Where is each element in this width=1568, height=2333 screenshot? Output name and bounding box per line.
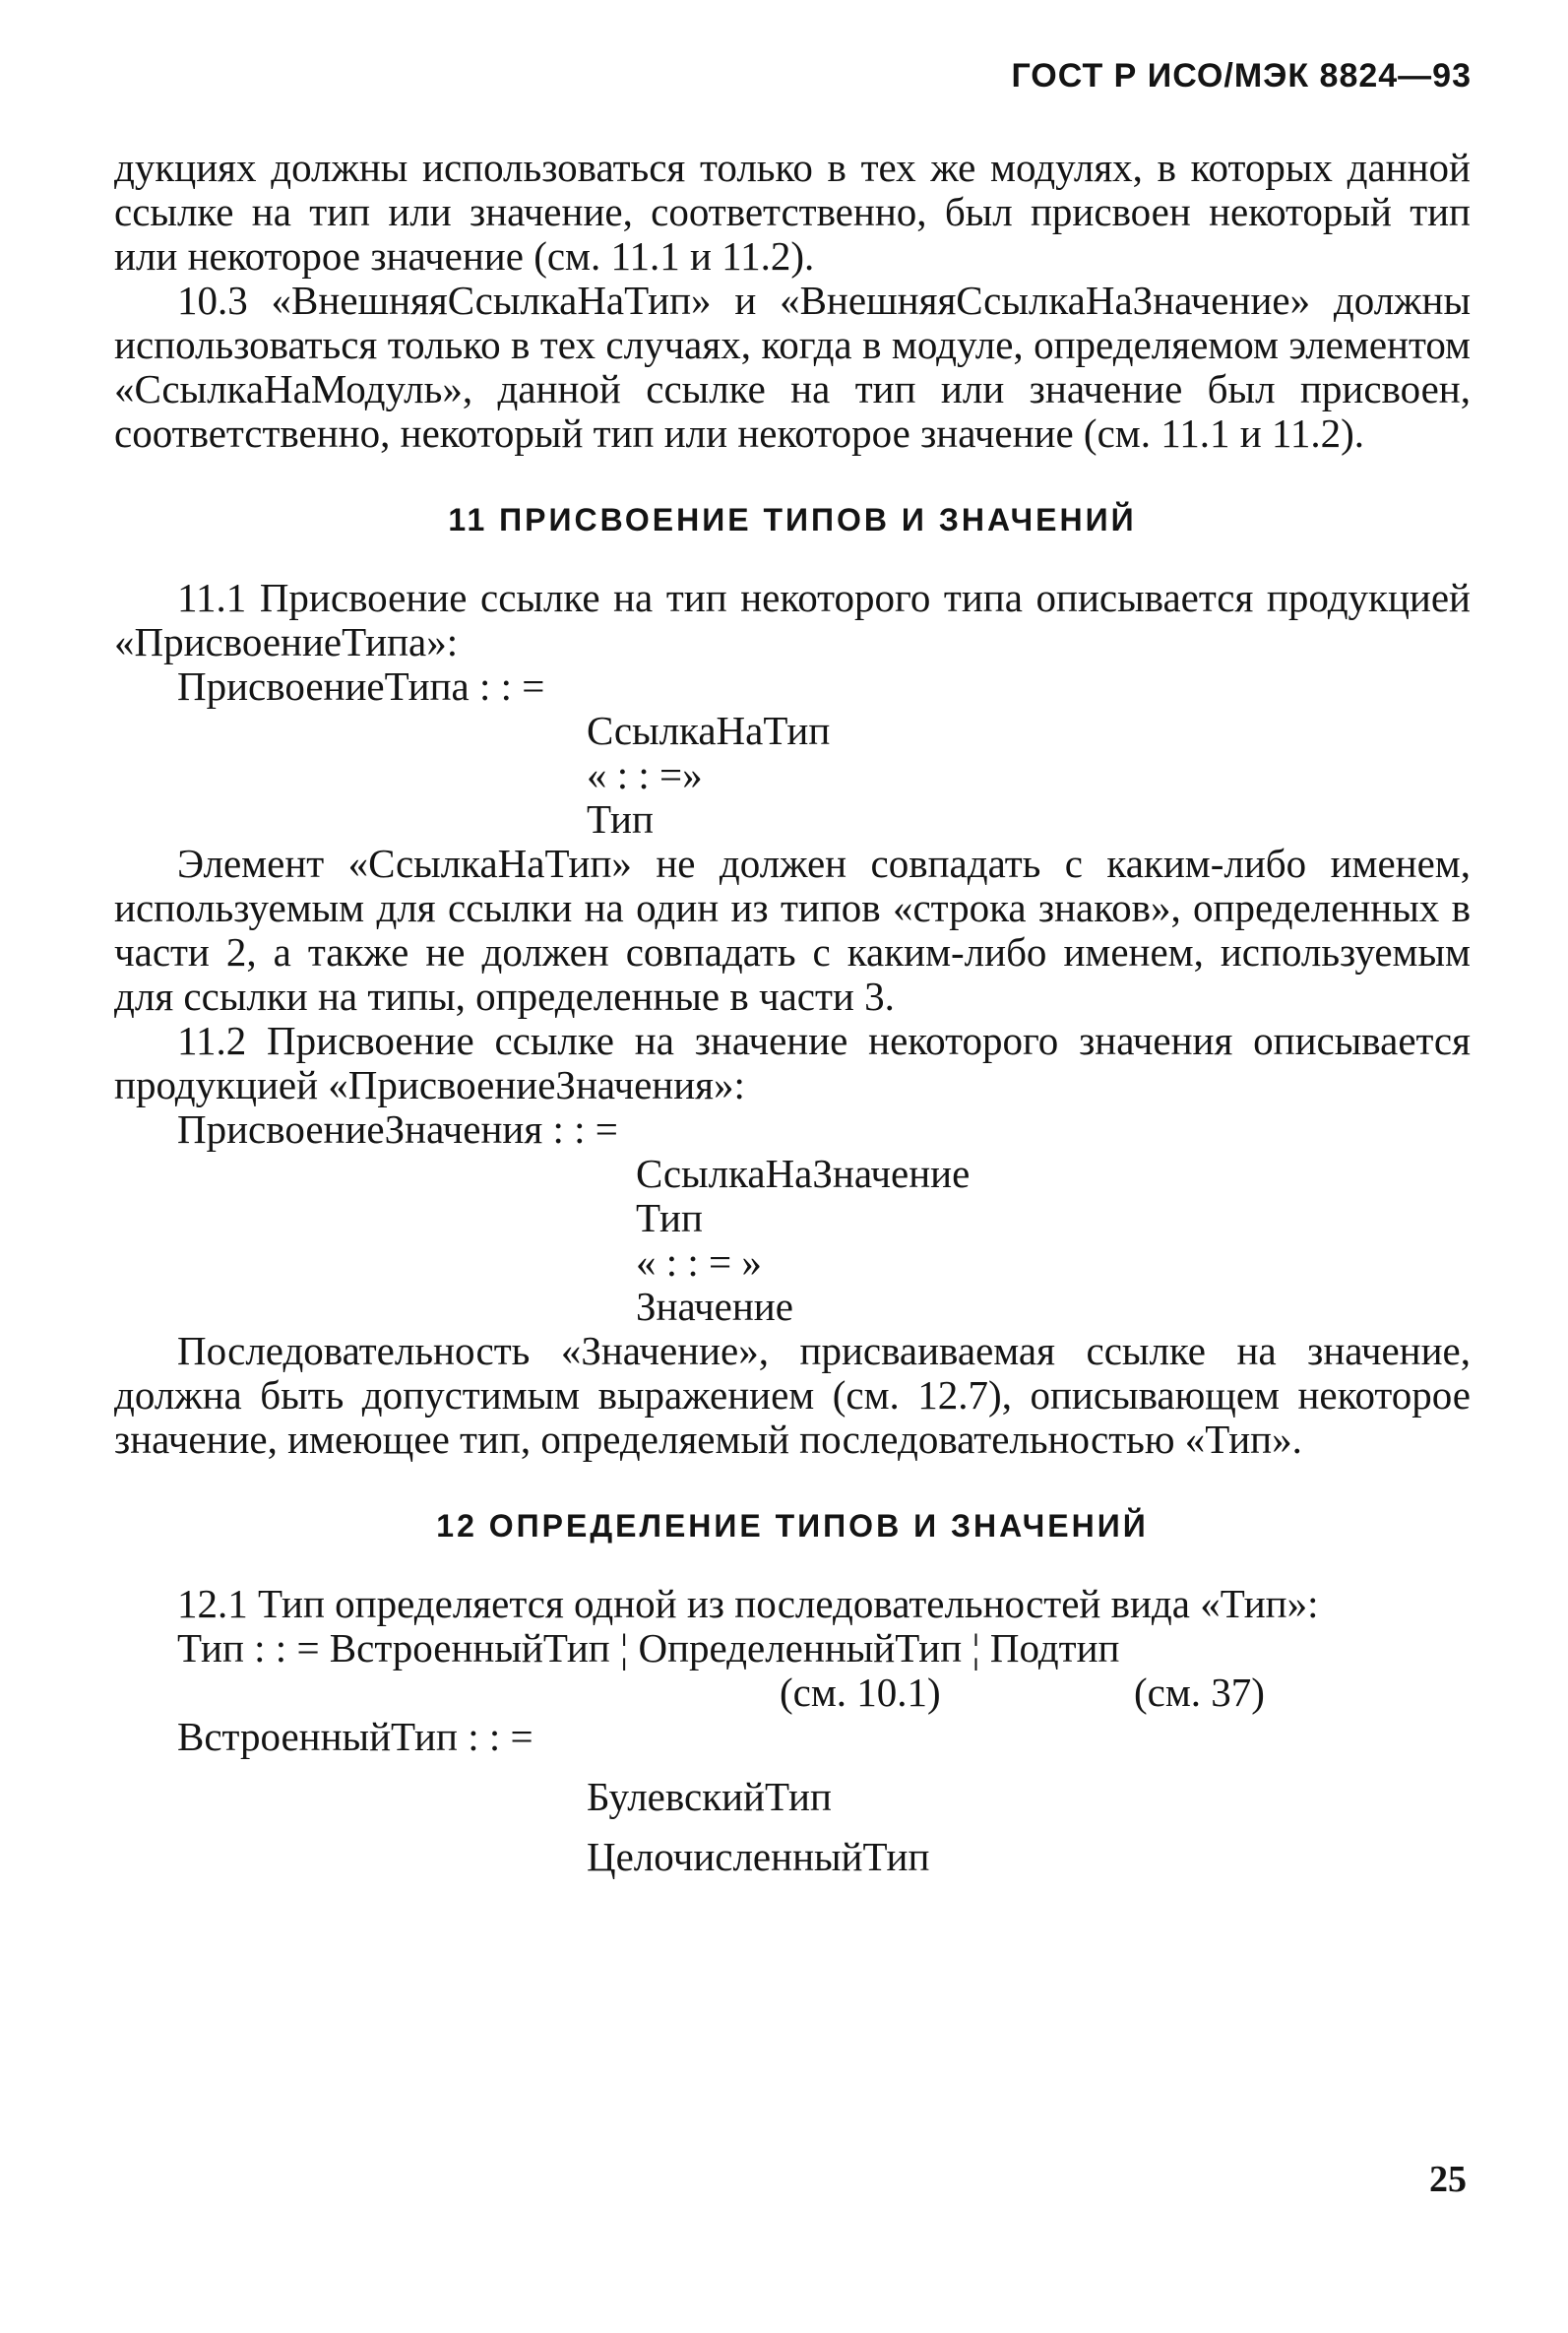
- grammar-value-assignment-ref: СсылкаНаЗначение: [636, 1151, 971, 1196]
- grammar-type-assignment-type: Тип: [587, 796, 654, 842]
- grammar-type-refs: [114, 1671, 1471, 1715]
- grammar-value-assignment-lhs: ПрисвоениеЗначения : : =: [177, 1106, 618, 1152]
- grammar-value-assignment-op: « : : = »: [636, 1239, 762, 1285]
- paragraph-12-1: 12.1 Тип определяется одной из последовательностей вида «Тип»:: [177, 1581, 1319, 1626]
- paragraph-type-ref-note: Элемент «СсылкаНаТип» не должен совпадать с каким-либо именем, используемым для ссылки на один из типов «строка знаков», определенных в части 2, а также не должен совпадать с каким-либо именем, используемым для ссылки на типы, определенные в части 3.: [114, 841, 1471, 1019]
- grammar-builtin-type-lhs: ВстроенныйТип : : =: [177, 1714, 533, 1759]
- section-heading-11: 11 ПРИСВОЕНИЕ ТИПОВ И ЗНАЧЕНИЙ: [448, 502, 1137, 537]
- standard-header: ГОСТ Р ИСО/МЭК 8824—93: [1011, 57, 1472, 95]
- grammar-value-assignment-type: Тип: [636, 1195, 703, 1240]
- paragraph-11-2: 11.2 Присвоение ссылке на значение некоторого значения описывается продукцией «ПрисвоениеЗначения»:: [114, 1018, 1471, 1107]
- grammar-boolean-type: БулевскийТип: [587, 1774, 832, 1819]
- page-content: [114, 146, 1471, 1879]
- section-heading-12: 12 ОПРЕДЕЛЕНИЕ ТИПОВ И ЗНАЧЕНИЙ: [436, 1508, 1149, 1544]
- page-number: 25: [1429, 2159, 1467, 2200]
- paragraph-10-3: 10.3 «ВнешняяСсылкаНаТип» и «ВнешняяСсылкаНаЗначение» должны использоваться только в тех случаях, когда в модуле, определяемом элементом «СсылкаНаМодуль», данной ссылке на тип или значение был присвоен, соответственно, некоторый тип или некоторое значение (см. 11.1 и 11.2).: [114, 278, 1471, 456]
- paragraph-value-sequence-note: Последовательность «Значение», присваиваемая ссылке на значение, должна быть допустимым выражением (см. 12.7), описывающем некоторое значение, имеющее тип, определяемый последовательностью «Тип».: [114, 1328, 1471, 1462]
- reference-10-1: (см. 10.1): [780, 1670, 941, 1715]
- grammar-type-assignment-lhs: ПрисвоениеТипа : : =: [177, 663, 545, 709]
- grammar-value-assignment-value: Значение: [636, 1284, 793, 1329]
- paragraph-continuation: дукциях должны использоваться только в тех же модулях, в которых данной ссылке на тип или значение, соответственно, был присвоен некоторый тип или некоторое значение (см. 11.1 и 11.2).: [114, 145, 1471, 279]
- reference-37: (см. 37): [1134, 1670, 1265, 1715]
- grammar-type-alternatives: Тип : : = ВстроенныйТип ¦ ОпределенныйТип ¦ Подтип: [177, 1625, 1120, 1671]
- grammar-integer-type: ЦелочисленныйТип: [587, 1834, 930, 1879]
- grammar-type-assignment-ref: СсылкаНаТип: [587, 708, 831, 753]
- grammar-type-assignment-op: « : : =»: [587, 752, 703, 797]
- paragraph-11-1: 11.1 Присвоение ссылке на тип некоторого типа описывается продукцией «ПрисвоениеТипа»:: [114, 575, 1471, 664]
